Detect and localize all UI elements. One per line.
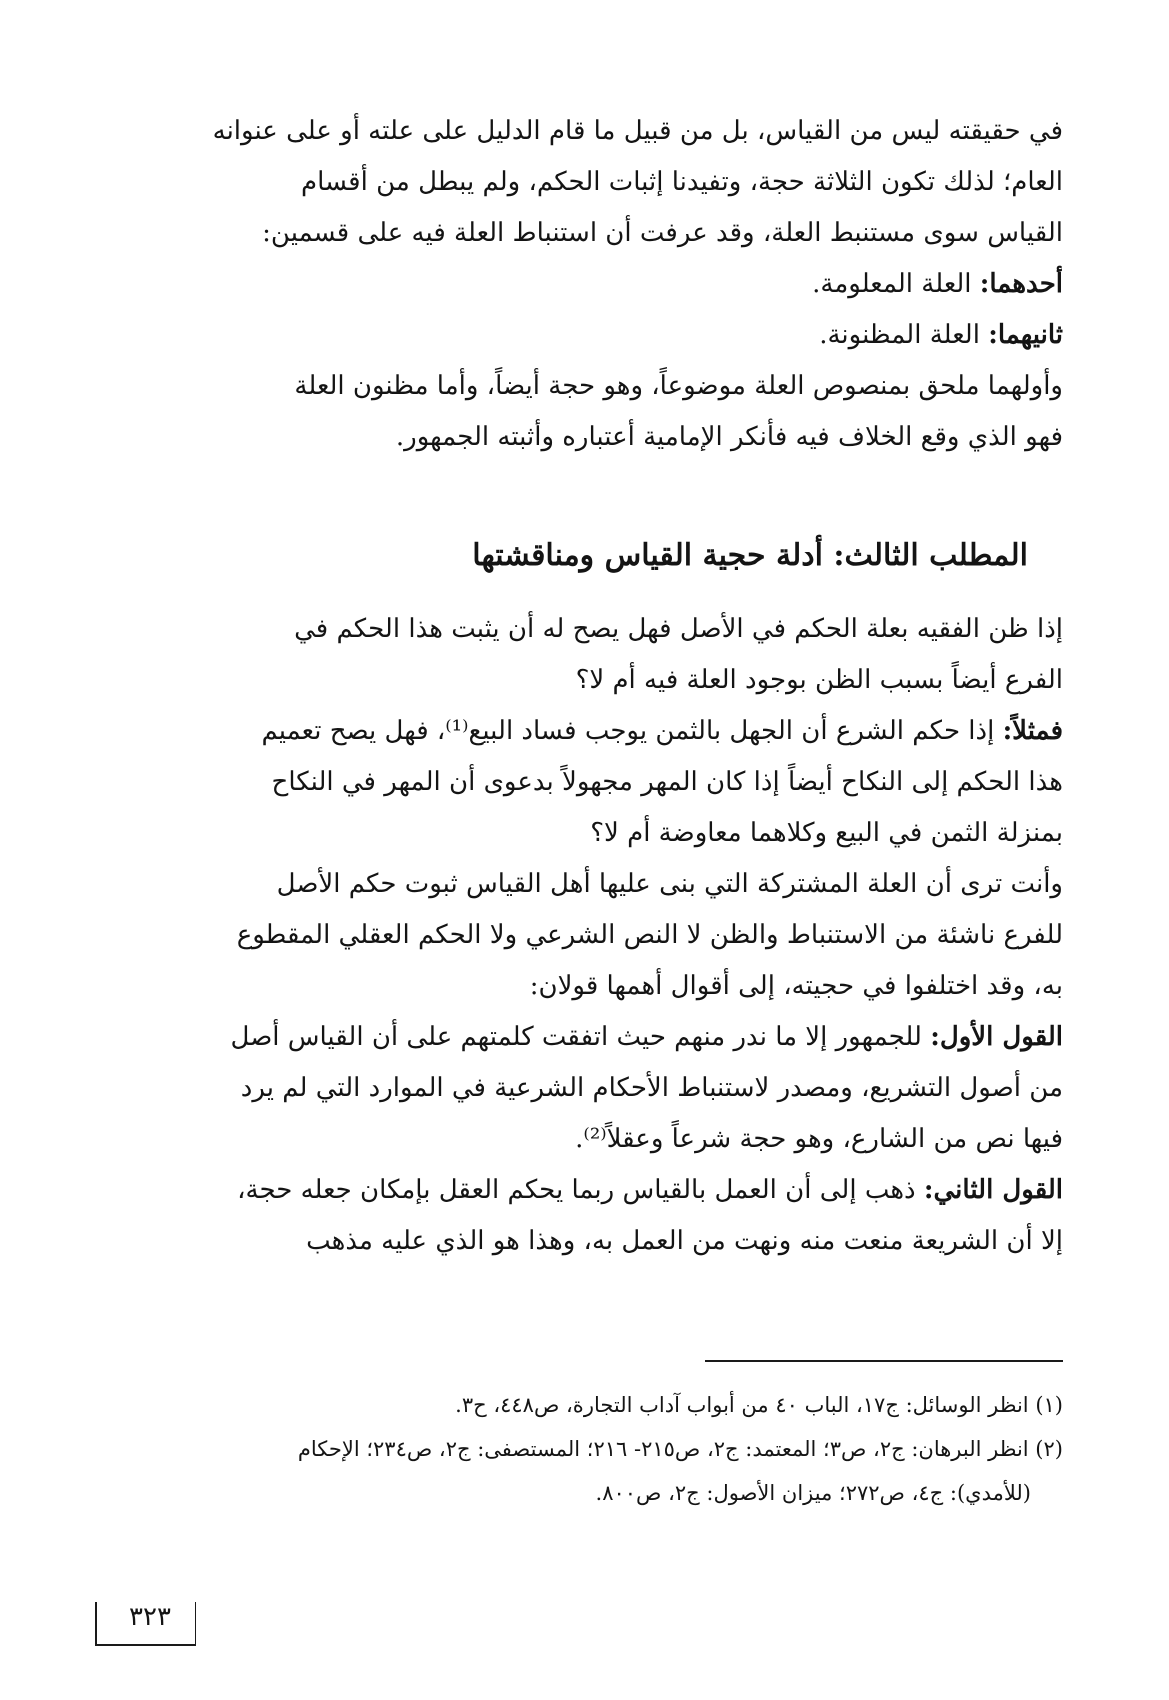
body-line: للفرع ناشئة من الاستنباط والظن لا النص الشرعي ولا الحكم العقلي المقطوع — [236, 920, 1063, 950]
body-line: فيها نص من الشارع، وهو حجة شرعاً وعقلاً⁽²⁾. — [575, 1124, 1063, 1154]
body-line: الفرع أيضاً بسبب الظن بوجود العلة فيه أم لا؟ — [575, 665, 1063, 695]
body-line: هذا الحكم إلى النكاح أيضاً إذا كان المهر مجهولاً بدعوى أن المهر في النكاح — [271, 767, 1063, 797]
body-line: به، وقد اختلفوا في حجيته، إلى أقوال أهمها قولان: — [529, 971, 1063, 1001]
first-opinion-label: القول الأول: — [930, 1022, 1063, 1052]
first-opinion-text: للجمهور إلا ما ندر منهم حيث اتفقت كلمتهم على أن القياس أصل — [230, 1022, 931, 1052]
first-opinion-line — [125, 1012, 1063, 1063]
body-line: وأولهما ملحق بمنصوص العلة موضوعاً، وهو حجة أيضاً، وأما مظنون العلة — [294, 371, 1063, 401]
example-text: إذا حكم الشرع أن الجهل بالثمن يوجب فساد البيع⁽¹⁾، فهل يصح تعميم — [261, 716, 1003, 746]
main-paragraphs — [125, 604, 1063, 1267]
second-opinion-line — [125, 1165, 1063, 1216]
body-line: إلا أن الشريعة منعت منه ونهت من العمل به، وهذا هو الذي عليه مذهب — [306, 1226, 1063, 1256]
footnote-2-continued: (للأمدي): ج٤، ص٢٧٢؛ ميزان الأصول: ج٢، ص٨٠٠. — [595, 1481, 1031, 1505]
body-line: من أصول التشريع، ومصدر لاستنباط الأحكام الشرعية في الموارد التي لم يرد — [240, 1073, 1063, 1103]
footnote-separator — [705, 1360, 1063, 1362]
body-line: إذا ظن الفقيه بعلة الحكم في الأصل فهل يصح له أن يثبت هذا الحكم في — [294, 614, 1063, 644]
body-line: وأنت ترى أن العلة المشتركة التي بنى عليها أهل القياس ثبوت حكم الأصل — [276, 869, 1063, 899]
footnote-1: (١) انظر الوسائل: ج١٧، الباب ٤٠ من أبواب آداب التجارة، ص٤٤٨، ح٣. — [455, 1393, 1063, 1417]
first-category — [125, 259, 1063, 310]
body-line: العام؛ لذلك تكون الثلاثة حجة، وتفيدنا إثبات الحكم، ولم يبطل من أقسام — [300, 167, 1063, 197]
first-category-text: العلة المعلومة. — [812, 269, 980, 299]
second-opinion-text: ذهب إلى أن العمل بالقياس ربما يحكم العقل بإمكان جعله حجة، — [237, 1175, 924, 1205]
body-line: في حقيقته ليس من القياس، بل من قبيل ما قام الدليل على علته أو على عنوانه — [212, 116, 1063, 146]
second-opinion-label: القول الثاني: — [923, 1175, 1063, 1205]
body-line: بمنزلة الثمن في البيع وكلاهما معاوضة أم لا؟ — [590, 818, 1063, 848]
body-line: فهو الذي وقع الخلاف فيه فأنكر الإمامية أعتباره وأثبته الجمهور. — [395, 422, 1063, 452]
opening-paragraphs — [125, 106, 1063, 463]
page-number: ٣٢٣ — [129, 1602, 171, 1632]
first-category-label: أحدهما: — [979, 269, 1063, 299]
footnote-2: (٢) انظر البرهان: ج٢، ص٣؛ المعتمد: ج٢، ص٢١٥- ٢١٦؛ المستصفى: ج٢، ص٢٣٤؛ الإحكام — [297, 1437, 1063, 1461]
body-line: القياس سوى مستنبط العلة، وقد عرفت أن استنباط العلة فيه على قسمين: — [262, 218, 1063, 248]
second-category-label: ثانيهما: — [988, 320, 1063, 350]
second-category — [125, 310, 1063, 361]
example-line — [125, 706, 1063, 757]
footnotes — [125, 1383, 1063, 1515]
section-heading: المطلب الثالث: أدلة حجية القياس ومناقشتها — [472, 538, 1028, 573]
example-label: فمثلاً: — [1002, 716, 1063, 746]
second-category-text: العلة المظنونة. — [819, 320, 989, 350]
